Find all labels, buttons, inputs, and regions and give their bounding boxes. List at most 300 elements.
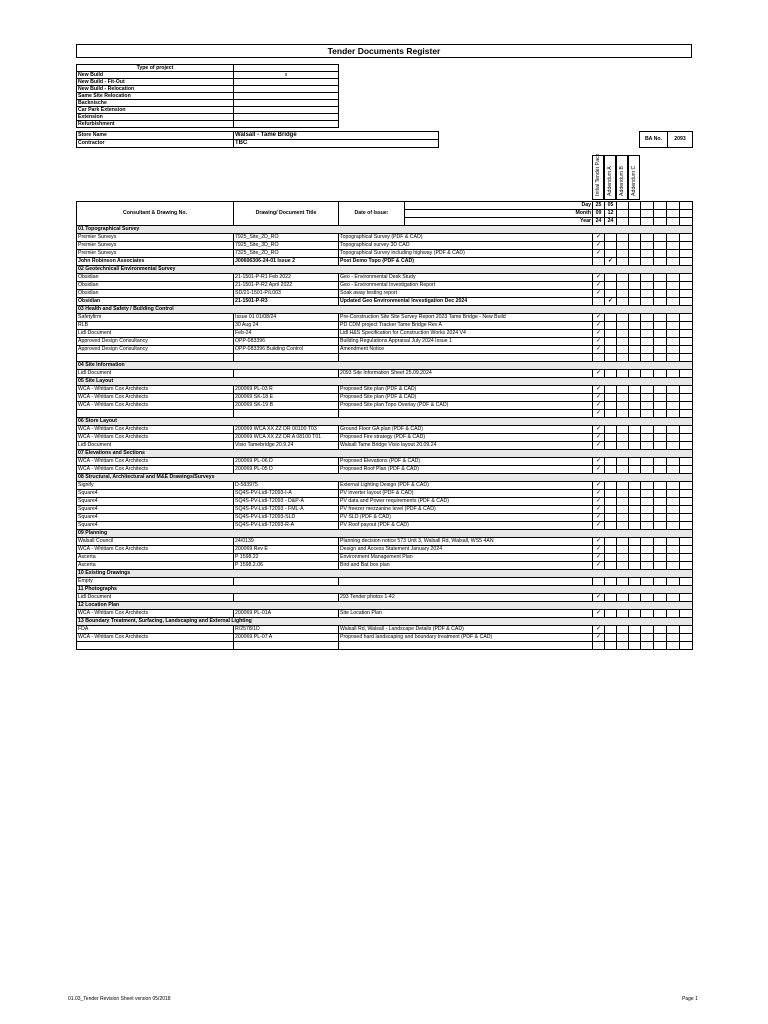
project-type-value: [234, 79, 339, 86]
blank-cell: [629, 610, 641, 618]
blank-cell: [629, 218, 641, 226]
blank-cell: [680, 370, 693, 378]
project-type-label: New Build: [77, 72, 234, 79]
blank-cell: [641, 290, 654, 298]
check-mark-icon: ✓: [593, 322, 605, 330]
blank-cell: [617, 210, 629, 218]
register-row: [77, 514, 693, 522]
document-title-cell: [339, 578, 593, 586]
date-label: Year: [405, 218, 593, 226]
blank-cell: [654, 202, 667, 210]
blank-cell: [654, 498, 667, 506]
drawing-number-cell: 200069 SK-18 E: [234, 394, 339, 402]
drawing-number-cell: SQ4S-PV-Lidl-T2093 - FML-A: [234, 506, 339, 514]
blank-cell: [617, 258, 629, 266]
blank-cell: [617, 554, 629, 562]
drawing-number-cell: SQ4S-PV-Lidl-T2093 - D&P-A: [234, 498, 339, 506]
document-title-cell: Walsall Tame Bridge Visio layout 20.09.24: [339, 442, 593, 450]
date-value: 24: [605, 218, 617, 226]
blank-cell: [617, 354, 629, 362]
project-type-label: Extension: [77, 114, 234, 121]
check-mark-icon: ✓: [593, 442, 605, 450]
register-row: [77, 490, 693, 498]
blank-cell: [641, 322, 654, 330]
consultant-cell: FDA: [77, 626, 234, 634]
section-fill: [593, 474, 693, 482]
register-row: [77, 578, 693, 586]
blank-cell: [617, 346, 629, 354]
check-mark-icon: ✓: [593, 330, 605, 338]
check-mark-icon: ✓: [593, 482, 605, 490]
check-cell: [605, 578, 617, 586]
blank-cell: [654, 338, 667, 346]
check-mark-icon: ✓: [605, 298, 617, 306]
blank-cell: [680, 490, 693, 498]
blank-cell: [641, 506, 654, 514]
blank-cell: [667, 402, 680, 410]
check-cell: [605, 522, 617, 530]
blank-cell: [617, 594, 629, 602]
blank-cell: [680, 242, 693, 250]
consultant-cell: WCA - Whittam Cox Architects: [77, 466, 234, 474]
check-cell: [593, 258, 605, 266]
section-title: 03 Health and Safety / Building Control: [77, 306, 593, 314]
blank-cell: [617, 490, 629, 498]
section-header: [77, 378, 693, 386]
project-type-value: [234, 100, 339, 107]
drawing-number-cell: 200069 PL-05 D: [234, 466, 339, 474]
project-type-label: Backnische: [77, 100, 234, 107]
blank-cell: [680, 250, 693, 258]
consultant-cell: Lidl Document: [77, 594, 234, 602]
blank-cell: [617, 634, 629, 642]
drawing-number-cell: Feb-24: [234, 330, 339, 338]
register-row: [77, 466, 693, 474]
check-cell: [605, 434, 617, 442]
drawing-number-cell: SQ4S-PV-Lidl-T2093-SLD: [234, 514, 339, 522]
blank-cell: [629, 210, 641, 218]
blank-cell: [667, 234, 680, 242]
drawing-number-cell: SD/21-1501-P/L003: [234, 290, 339, 298]
document-title-cell: Amendment Notice: [339, 346, 593, 354]
drawing-number-cell: 21-1501-P-R3: [234, 298, 339, 306]
blank-cell: [680, 386, 693, 394]
section-title: 13 Boundary Treatment, Surfacing, Landscaping and External Lighting: [77, 618, 593, 626]
blank-cell: [654, 434, 667, 442]
check-mark-icon: ✓: [593, 498, 605, 506]
blank-cell: [680, 346, 693, 354]
blank-cell: [680, 626, 693, 634]
check-mark-icon: ✓: [593, 338, 605, 346]
drawing-number-cell: [234, 370, 339, 378]
blank-cell: [641, 314, 654, 322]
blank-cell: [654, 506, 667, 514]
contractor-label: Contractor: [77, 140, 234, 148]
check-cell: [605, 490, 617, 498]
blank-cell: [617, 626, 629, 634]
consultant-cell: Obsidian: [77, 290, 234, 298]
check-cell: [605, 234, 617, 242]
document-title-cell: 2093 Site Information Sheet 25.09.2024: [339, 370, 593, 378]
consultant-cell: [77, 642, 234, 650]
check-cell: [605, 370, 617, 378]
blank-cell: [654, 290, 667, 298]
document-title-cell: Updated Geo Environmental Investigation Dec 2024: [339, 298, 593, 306]
check-cell: [593, 642, 605, 650]
blank-cell: [654, 410, 667, 418]
check-cell: [605, 458, 617, 466]
blank-cell: [617, 338, 629, 346]
blank-cell: [667, 434, 680, 442]
check-mark-icon: ✓: [593, 546, 605, 554]
consultant-cell: Square4: [77, 506, 234, 514]
consultant-cell: John Robinson Associates: [77, 258, 234, 266]
blank-cell: [654, 354, 667, 362]
project-type-row: [77, 86, 339, 93]
blank-cell: [680, 594, 693, 602]
revision-column-header: [616, 155, 628, 200]
check-cell: [605, 330, 617, 338]
consultant-cell: Approved Design Consultancy: [77, 338, 234, 346]
drawing-number-cell: J00606306-24-01 Issue 2: [234, 258, 339, 266]
section-fill: [593, 450, 693, 458]
blank-cell: [617, 234, 629, 242]
check-mark-icon: ✓: [593, 634, 605, 642]
blank-cell: [629, 594, 641, 602]
section-header: [77, 474, 693, 482]
document-title-cell: Building Regulations Appraisal July 2024 Issue 1: [339, 338, 593, 346]
project-type-table: [76, 64, 339, 128]
blank-cell: [667, 354, 680, 362]
section-fill: [593, 618, 693, 626]
store-name-label: Store Name: [77, 132, 234, 140]
date-label: Month: [405, 210, 593, 218]
blank-cell: [667, 274, 680, 282]
blank-cell: [667, 330, 680, 338]
blank-cell: [641, 514, 654, 522]
document-title-cell: PV SLD (PDF & CAD): [339, 514, 593, 522]
revision-column-label: Addendum A: [607, 166, 613, 196]
blank-cell: [680, 442, 693, 450]
blank-cell: [680, 554, 693, 562]
drawing-number-cell: 200069 PL-03 R: [234, 386, 339, 394]
drawing-number-cell: [234, 354, 339, 362]
blank-cell: [641, 330, 654, 338]
blank-cell: [667, 394, 680, 402]
blank-cell: [629, 298, 641, 306]
blank-cell: [654, 538, 667, 546]
blank-cell: [680, 282, 693, 290]
check-mark-icon: ✓: [593, 234, 605, 242]
consultant-cell: WCA - Whittam Cox Architects: [77, 386, 234, 394]
check-mark-icon: ✓: [593, 458, 605, 466]
drawing-number-cell: OPP-083396 Building Control: [234, 346, 339, 354]
check-mark-icon: ✓: [593, 594, 605, 602]
consultant-cell: Obsidian: [77, 298, 234, 306]
blank-cell: [654, 322, 667, 330]
blank-cell: [629, 626, 641, 634]
blank-cell: [680, 562, 693, 570]
document-title-cell: [339, 410, 593, 418]
check-mark-icon: ✓: [593, 274, 605, 282]
drawing-number-cell: 200069 PL-01A: [234, 610, 339, 618]
blank-cell: [654, 578, 667, 586]
drawing-number-cell: SQ4S-PV-Lidl-T2093-R-A: [234, 522, 339, 530]
blank-cell: [667, 490, 680, 498]
check-mark-icon: ✓: [593, 346, 605, 354]
blank-cell: [654, 626, 667, 634]
blank-cell: [641, 250, 654, 258]
document-title-cell: Proposed Roof Plan (PDF & CAD): [339, 466, 593, 474]
blank-cell: [617, 578, 629, 586]
register-row: [77, 338, 693, 346]
blank-cell: [641, 458, 654, 466]
section-title: 05 Site Layout: [77, 378, 593, 386]
blank-cell: [667, 482, 680, 490]
document-title-cell: Proposed Elevations (PDF & CAD): [339, 458, 593, 466]
blank-cell: [667, 458, 680, 466]
drawing-number-cell: 200069 PL-07 A: [234, 634, 339, 642]
section-title: 09 Planning: [77, 530, 593, 538]
blank-cell: [641, 202, 654, 210]
project-type-row: [77, 79, 339, 86]
project-type-label: Refurbishment: [77, 121, 234, 128]
blank-cell: [629, 490, 641, 498]
consultant-cell: Obsidian: [77, 282, 234, 290]
blank-cell: [617, 522, 629, 530]
blank-cell: [641, 354, 654, 362]
check-cell: [605, 498, 617, 506]
blank-cell: [680, 434, 693, 442]
register-row: [77, 242, 693, 250]
contractor-value: TBC: [234, 140, 439, 148]
register-row: [77, 386, 693, 394]
blank-cell: [667, 562, 680, 570]
blank-cell: [629, 234, 641, 242]
blank-cell: [629, 482, 641, 490]
check-cell: [605, 546, 617, 554]
blank-cell: [680, 290, 693, 298]
check-cell: [605, 506, 617, 514]
consultant-cell: Premier Surveys: [77, 242, 234, 250]
blank-cell: [667, 634, 680, 642]
check-cell: [605, 554, 617, 562]
blank-cell: [629, 314, 641, 322]
blank-cell: [617, 426, 629, 434]
blank-cell: [667, 202, 680, 210]
section-title: 06 Store Layout: [77, 418, 593, 426]
document-title-cell: PV freezer mezzanine level (PDF & CAD): [339, 506, 593, 514]
blank-cell: [629, 442, 641, 450]
blank-cell: [654, 282, 667, 290]
revision-column-header: [628, 155, 640, 200]
section-header: [77, 450, 693, 458]
blank-cell: [617, 402, 629, 410]
blank-cell: [667, 386, 680, 394]
check-mark-icon: ✓: [593, 466, 605, 474]
blank-cell: [617, 546, 629, 554]
document-title-cell: Topographical Survey including highway (PDF & CAD): [339, 250, 593, 258]
blank-cell: [667, 242, 680, 250]
check-cell: [605, 386, 617, 394]
blank-cell: [617, 434, 629, 442]
register-row: [77, 410, 693, 418]
date-label: Day: [405, 202, 593, 210]
consultant-cell: Signify: [77, 482, 234, 490]
check-cell: [605, 290, 617, 298]
blank-cell: [680, 498, 693, 506]
blank-cell: [667, 506, 680, 514]
check-mark-icon: ✓: [593, 554, 605, 562]
blank-cell: [667, 290, 680, 298]
project-type-row: [77, 114, 339, 121]
project-type-label: New Build - Relocation: [77, 86, 234, 93]
check-cell: [605, 354, 617, 362]
section-fill: [593, 530, 693, 538]
blank-cell: [667, 442, 680, 450]
blank-cell: [667, 258, 680, 266]
blank-cell: [641, 210, 654, 218]
blank-cell: [641, 298, 654, 306]
section-title: 07 Elevations and Sections: [77, 450, 593, 458]
blank-cell: [667, 322, 680, 330]
section-title: 10 Existing Drawings: [77, 570, 593, 578]
blank-cell: [654, 442, 667, 450]
blank-cell: [654, 634, 667, 642]
blank-cell: [641, 538, 654, 546]
consultant-cell: WCA - Whittam Cox Architects: [77, 426, 234, 434]
consultant-cell: WCA - Whittam Cox Architects: [77, 394, 234, 402]
register-row: [77, 330, 693, 338]
check-cell: [593, 298, 605, 306]
drawing-number-cell: SQ4S-PV-Lidl-T2093-I-A: [234, 490, 339, 498]
blank-cell: [667, 578, 680, 586]
blank-cell: [654, 546, 667, 554]
document-title-cell: PD CDM project Tracker Tame Bridge Rev A: [339, 322, 593, 330]
consultant-cell: Square4: [77, 490, 234, 498]
blank-cell: [680, 458, 693, 466]
consultant-cell: Empty: [77, 578, 234, 586]
blank-cell: [629, 578, 641, 586]
blank-cell: [641, 258, 654, 266]
document-title-cell: Topographical survey 3D CAD: [339, 242, 593, 250]
consultant-cell: RLB: [77, 322, 234, 330]
blank-cell: [667, 346, 680, 354]
blank-cell: [641, 610, 654, 618]
blank-cell: [654, 482, 667, 490]
section-header: [77, 362, 693, 370]
blank-cell: [680, 258, 693, 266]
document-title-cell: Post Demo Topo (PDF & CAD): [339, 258, 593, 266]
blank-cell: [629, 458, 641, 466]
blank-cell: [667, 594, 680, 602]
blank-cell: [680, 202, 693, 210]
blank-cell: [629, 642, 641, 650]
consultant-cell: Square4: [77, 498, 234, 506]
blank-cell: [667, 466, 680, 474]
blank-cell: [629, 250, 641, 258]
blank-cell: [629, 554, 641, 562]
blank-cell: [667, 370, 680, 378]
blank-cell: [629, 330, 641, 338]
register-row: [77, 498, 693, 506]
blank-cell: [617, 202, 629, 210]
blank-cell: [641, 522, 654, 530]
blank-cell: [680, 642, 693, 650]
blank-cell: [680, 546, 693, 554]
drawing-number-cell: 7925_Site_2D_RO: [234, 234, 339, 242]
check-mark-icon: ✓: [593, 386, 605, 394]
check-cell: [593, 354, 605, 362]
drawing-number-cell: 30 Aug 24: [234, 322, 339, 330]
document-title-cell: Topographical Survey (PDF & CAD): [339, 234, 593, 242]
section-header: [77, 570, 693, 578]
register-row: [77, 506, 693, 514]
project-type-value: [234, 86, 339, 93]
blank-cell: [629, 202, 641, 210]
check-mark-icon: ✓: [593, 626, 605, 634]
blank-cell: [641, 634, 654, 642]
blank-cell: [654, 346, 667, 354]
document-title-cell: Proposed Fire strategy (PDF & CAD): [339, 434, 593, 442]
blank-cell: [617, 498, 629, 506]
consultant-cell: [77, 354, 234, 362]
register-row: [77, 258, 693, 266]
blank-cell: [654, 250, 667, 258]
project-type-row: [77, 100, 339, 107]
store-name-value: Walsall - Tame Bridge: [234, 132, 439, 140]
document-title-cell: Bird and Bat box plan: [339, 562, 593, 570]
blank-cell: [680, 338, 693, 346]
check-cell: [605, 482, 617, 490]
blank-cell: [641, 554, 654, 562]
blank-cell: [629, 538, 641, 546]
document-title-cell: PV data and Power requirements (PDF & CAD): [339, 498, 593, 506]
document-title-cell: PV inverter layout (PDF & CAD): [339, 490, 593, 498]
project-type-label: Same Site Relocation: [77, 93, 234, 100]
register-row: [77, 546, 693, 554]
project-type-row: [77, 72, 339, 79]
blank-cell: [654, 466, 667, 474]
blank-cell: [654, 610, 667, 618]
blank-cell: [680, 210, 693, 218]
blank-cell: [617, 242, 629, 250]
blank-cell: [654, 514, 667, 522]
blank-cell: [629, 466, 641, 474]
blank-cell: [629, 394, 641, 402]
blank-cell: [641, 498, 654, 506]
blank-cell: [641, 386, 654, 394]
check-cell: [605, 634, 617, 642]
blank-cell: [667, 610, 680, 618]
blank-cell: [654, 402, 667, 410]
blank-cell: [680, 402, 693, 410]
revision-column-header: [592, 155, 604, 200]
blank-cell: [617, 466, 629, 474]
blank-cell: [629, 402, 641, 410]
blank-cell: [617, 506, 629, 514]
blank-cell: [667, 298, 680, 306]
document-title-cell: Pre-Construction Site Site Survey Report 2023 Tame Bridge - New Build: [339, 314, 593, 322]
date-value: 24: [593, 218, 605, 226]
section-header: [77, 266, 693, 274]
blank-cell: [680, 578, 693, 586]
ba-label: BA No.: [640, 132, 668, 148]
check-mark-icon: ✓: [593, 250, 605, 258]
blank-cell: [667, 210, 680, 218]
revision-column-label: Initial Tender Pack: [595, 153, 601, 196]
blank-cell: [680, 506, 693, 514]
